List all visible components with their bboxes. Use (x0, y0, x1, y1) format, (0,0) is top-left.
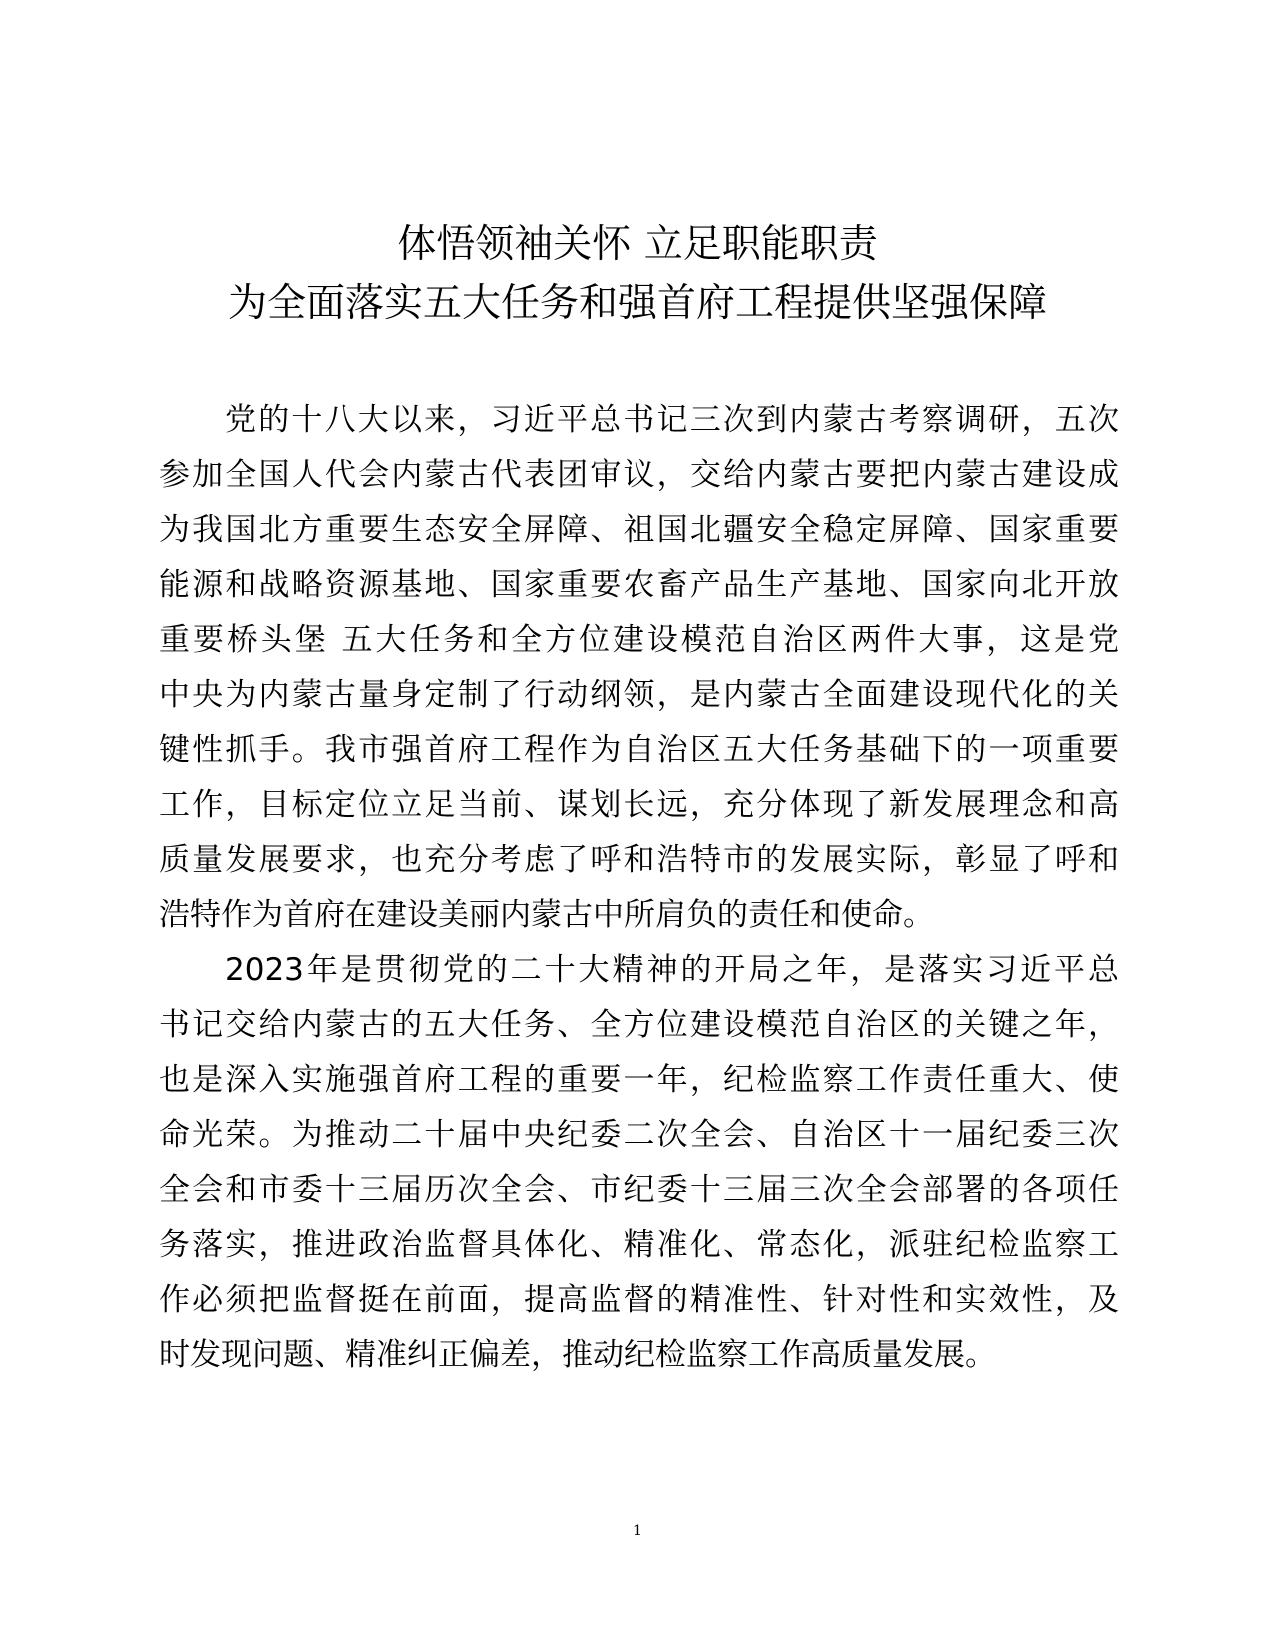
paragraph-2-line: 书记交给内蒙古的五大任务、全方位建设模范自治区的关键之年， (159, 1007, 1119, 1043)
paragraph-1-line: 参加全国人代会内蒙古代表团审议，交给内蒙古要把内蒙古建设成 (159, 457, 1119, 493)
paragraph-2-line: 命光荣。为推动二十届中央纪委二次全会、自治区十一届纪委三次 (159, 1117, 1119, 1153)
paragraph-1-line: 工作，目标定位立足当前、谋划长远，充分体现了新发展理念和高 (159, 787, 1119, 823)
paragraph-2-line: 务落实，推进政治监督具体化、精准化、常态化，派驻纪检监察工 (159, 1227, 1119, 1263)
paragraph-2-line: 也是深入实施强首府工程的重要一年，纪检监察工作责任重大、使 (159, 1062, 1119, 1098)
paragraph-1-line: 为我国北方重要生态安全屏障、祖国北疆安全稳定屏障、国家重要 (159, 512, 1119, 548)
paragraph-1-line: 重要桥头堡 五大任务和全方位建设模范自治区两件大事，这是党 (159, 622, 1119, 658)
paragraph-1-line: 质量发展要求，也充分考虑了呼和浩特市的发展实际，彰显了呼和 (159, 842, 1119, 878)
paragraph-2-line: 全会和市委十三届历次全会、市纪委十三届三次全会部署的各项任 (159, 1172, 1119, 1208)
paragraph-1-line: 键性抓手。我市强首府工程作为自治区五大任务基础下的一项重要 (159, 732, 1119, 768)
paragraph-2-line: 时发现问题、精准纠正偏差，推动纪检监察工作高质量发展。 (159, 1337, 996, 1373)
paragraph-2-line: 2023年是贯彻党的二十大精神的开局之年，是落实习近平总 (225, 952, 1119, 988)
paragraph-2-line: 作必须把监督挺在前面，提高监督的精准性、针对性和实效性，及 (159, 1282, 1119, 1318)
paragraph-1-line: 浩特作为首府在建设美丽内蒙古中所肩负的责任和使命。 (159, 897, 934, 933)
paragraph-1-line: 党的十八大以来，习近平总书记三次到内蒙古考察调研，五次 (225, 402, 1119, 438)
page-number: 1 (633, 1523, 642, 1539)
paragraph-1-line: 中央为内蒙古量身定制了行动纲领，是内蒙古全面建设现代化的关 (159, 677, 1119, 713)
document-title-line-2: 为全面落实五大任务和强首府工程提供坚强保障 (227, 281, 1047, 326)
paragraph-1-line: 能源和战略资源基地、国家重要农畜产品生产基地、国家向北开放 (159, 567, 1119, 603)
document-title-line-1: 体悟领袖关怀 立足职能职责 (397, 222, 878, 267)
